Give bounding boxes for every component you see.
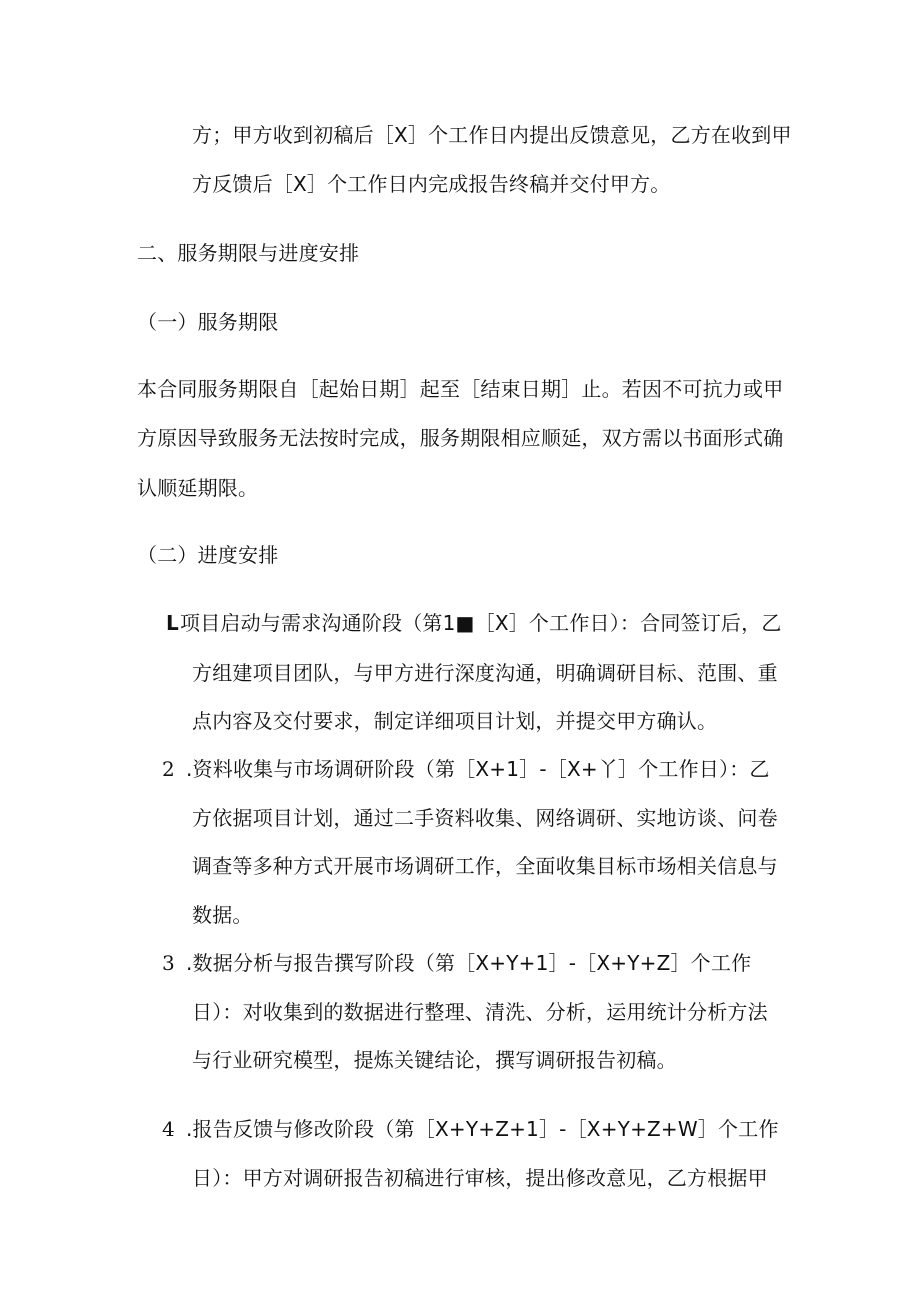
intro-line-2: 方反馈后［X］个工作日内完成报告终稿并交付甲方。 xyxy=(192,172,671,196)
item-2-line-3: 调查等多种方式开展市场调研工作，全面收集目标市场相关信息与 xyxy=(192,854,778,878)
sub-two-heading: （二）进度安排 xyxy=(137,543,279,567)
section-two-heading: 二、服务期限与进度安排 xyxy=(137,241,360,265)
item-3-line-3: 与行业研究模型，提炼关键结论，撰写调研报告初稿。 xyxy=(192,1048,677,1072)
item-2-line-1: .资料收集与市场调研阶段（第［X+1］-［X+丫］个工作日）：乙 xyxy=(186,757,770,781)
item-1-line-1: 项目启动与需求沟通阶段（第1■［X］个工作日）：合同签订后，乙 xyxy=(180,611,782,635)
sub-one-heading: （一）服务期限 xyxy=(137,310,279,334)
item-2-number: 2 xyxy=(162,757,175,781)
item-4-line-2: 日）：甲方对调研报告初稿进行审核，提出修改意见，乙方根据甲 xyxy=(192,1166,768,1190)
item-4-line-1: .报告反馈与修改阶段（第［X+Y+Z+1］-［X+Y+Z+W］个工作 xyxy=(186,1117,779,1141)
item-1-line-3: 点内容及交付要求，制定详细项目计划，并提交甲方确认。 xyxy=(192,709,718,733)
item-3-line-2: 日）：对收集到的数据进行整理、清洗、分析，运用统计分析方法 xyxy=(192,1000,768,1024)
item-1-number: L xyxy=(166,611,179,635)
intro-line-1: 方；甲方收到初稿后［X］个工作日内提出反馈意见，乙方在收到甲 xyxy=(192,123,792,147)
item-2-line-2: 方依据项目计划，通过二手资料收集、网络调研、实地访谈、问卷 xyxy=(192,806,778,830)
item-4-number: 4 xyxy=(162,1117,175,1141)
item-3-line-1: .数据分析与报告撰写阶段（第［X+Y+1］-［X+Y+Z］个工作 xyxy=(186,951,752,975)
period-line-2: 方原因导致服务无法按时完成，服务期限相应顺延，双方需以书面形式确 xyxy=(137,426,784,450)
item-2-line-4: 数据。 xyxy=(192,903,253,927)
period-line-1: 本合同服务期限自［起始日期］起至［结束日期］止。若因不可抗力或甲 xyxy=(137,377,784,401)
period-line-3: 认顺延期限。 xyxy=(137,476,259,500)
item-1-line-2: 方组建项目团队，与甲方进行深度沟通，明确调研目标、范围、重 xyxy=(192,661,778,685)
item-3-number: 3 xyxy=(162,951,175,975)
